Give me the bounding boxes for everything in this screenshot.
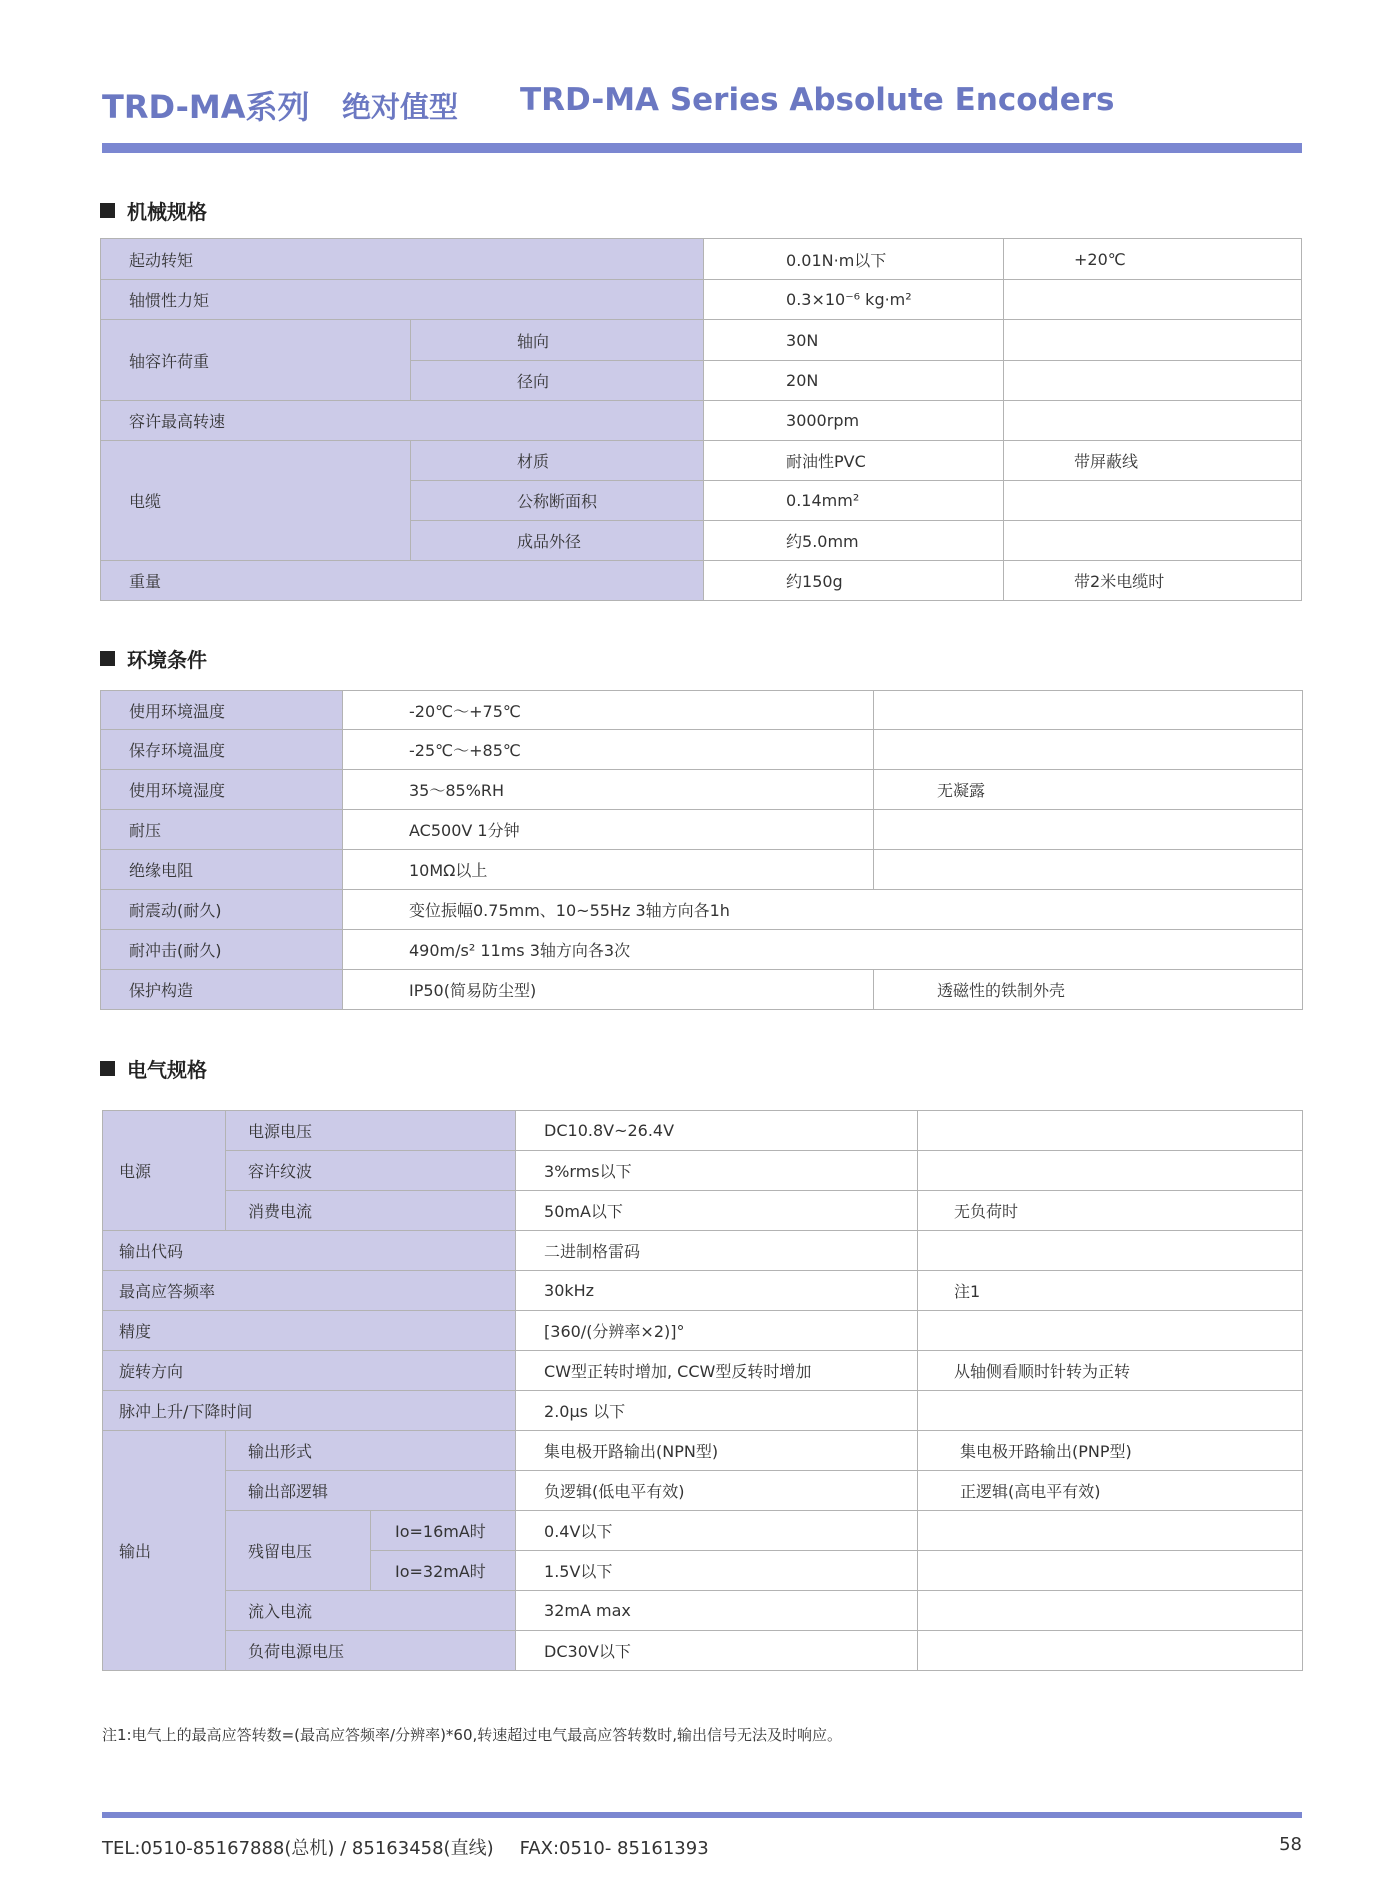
table-row [101,239,1302,280]
spec-sublabel: 负荷电源电压 [226,1631,516,1671]
spec-value: 0.3×10⁻⁶ kg·m² [704,280,1004,320]
spec-note: 注1 [918,1271,1303,1311]
table-row [101,970,1303,1010]
spec-note: 带屏蔽线 [1004,441,1302,481]
spec-value: 30kHz [516,1271,918,1311]
spec-sublabel: 流入电流 [226,1591,516,1631]
table-row [103,1471,1303,1511]
mechanical-spec-table [100,238,1302,601]
spec-note [918,1391,1303,1431]
spec-note: 从轴侧看顺时针转为正转 [918,1351,1303,1391]
square-bullet-icon [100,203,115,218]
spec-label: 耐震动(耐久) [101,890,343,930]
spec-value: CW型正转时增加, CCW型反转时增加 [516,1351,918,1391]
spec-condition: Io=16mA时 [371,1511,516,1551]
spec-label: 精度 [103,1311,516,1351]
spec-value: 3000rpm [704,401,1004,441]
electrical-section-heading: 电气规格 [100,1052,207,1084]
spec-label: 使用环境湿度 [101,770,343,810]
spec-label: 旋转方向 [103,1351,516,1391]
table-row [101,401,1302,441]
table-row [101,890,1303,930]
table-row [103,1311,1303,1351]
spec-value: 30N [704,320,1004,361]
spec-label: 使用环境温度 [101,691,343,730]
spec-value: 0.4V以下 [516,1511,918,1551]
spec-note [1004,320,1302,361]
spec-note [1004,361,1302,401]
spec-note: +20℃ [1004,239,1302,280]
table-row [101,441,1302,481]
spec-label: 电源 [103,1111,226,1231]
spec-value: 0.01N·m以下 [704,239,1004,280]
table-row [101,280,1302,320]
spec-label: 耐压 [101,810,343,850]
spec-note: 正逻辑(高电平有效) [918,1471,1303,1511]
spec-note [1004,401,1302,441]
environment-spec-table [100,690,1303,1010]
spec-note [918,1591,1303,1631]
square-bullet-icon [100,651,115,666]
spec-value: 2.0μs 以下 [516,1391,918,1431]
table-row [101,561,1302,601]
table-row [103,1351,1303,1391]
spec-sublabel: 径向 [411,361,704,401]
spec-note [874,730,1303,770]
table-row [101,930,1303,970]
header-divider [102,143,1302,153]
spec-label: 电缆 [101,441,411,561]
table-row [103,1631,1303,1671]
table-row [103,1391,1303,1431]
spec-value: 35～85%RH [343,770,874,810]
spec-sublabel: 材质 [411,441,704,481]
spec-sublabel: 残留电压 [226,1511,371,1591]
table-row [101,320,1302,361]
series-title-en: TRD-MA Series Absolute Encoders [520,82,1115,118]
spec-value: 负逻辑(低电平有效) [516,1471,918,1511]
contact-info [102,1834,709,1860]
spec-sublabel: 公称断面积 [411,481,704,521]
spec-value: 集电极开路输出(NPN型) [516,1431,918,1471]
spec-note: 带2米电缆时 [1004,561,1302,601]
spec-value: 10MΩ以上 [343,850,874,890]
table-row [103,1431,1303,1471]
spec-note: 集电极开路输出(PNP型) [918,1431,1303,1471]
spec-label: 轴惯性力矩 [101,280,704,320]
spec-value: 耐油性PVC [704,441,1004,481]
spec-label: 脉冲上升/下降时间 [103,1391,516,1431]
spec-value: 二进制格雷码 [516,1231,918,1271]
spec-value: 0.14mm² [704,481,1004,521]
spec-value: -20℃～+75℃ [343,691,874,730]
spec-label: 输出 [103,1431,226,1671]
spec-label: 重量 [101,561,704,601]
series-title-cn: TRD-MA系列 [102,88,310,126]
spec-sublabel: 输出形式 [226,1431,516,1471]
spec-note [1004,280,1302,320]
spec-sublabel: 轴向 [411,320,704,361]
spec-sublabel: 电源电压 [226,1111,516,1151]
table-row [101,810,1303,850]
spec-value: -25℃～+85℃ [343,730,874,770]
spec-value: [360/(分辨率×2)]° [516,1311,918,1351]
telephone: TEL:0510-85167888(总机) / 85163458(直线) [102,1838,494,1859]
table-row [103,1511,1303,1551]
environment-section-heading: 环境条件 [100,642,207,674]
spec-note [918,1311,1303,1351]
spec-label: 保护构造 [101,970,343,1010]
spec-value: 1.5V以下 [516,1551,918,1591]
spec-label: 最高应答频率 [103,1271,516,1311]
spec-note: 无凝露 [874,770,1303,810]
square-bullet-icon [100,1061,115,1076]
spec-value: AC500V 1分钟 [343,810,874,850]
spec-value: 3%rms以下 [516,1151,918,1191]
spec-value: 490m/s² 11ms 3轴方向各3次 [343,930,1303,970]
spec-note [918,1551,1303,1591]
electrical-spec-table [102,1110,1303,1671]
spec-note [918,1111,1303,1151]
spec-label: 轴容许荷重 [101,320,411,401]
page-header [102,82,1302,132]
fax-number: FAX:0510- 85161393 [519,1838,709,1859]
table-row [103,1271,1303,1311]
table-row [103,1191,1303,1231]
footnote: 注1:电气上的最高应答转数=(最高应答频率/分辨率)*60,转速超过电气最高应答转数时,输出信号无法及时响应。 [102,1726,843,1744]
footer-divider [102,1812,1302,1818]
spec-value: DC10.8V~26.4V [516,1111,918,1151]
table-row [103,1591,1303,1631]
spec-sublabel: 容许纹波 [226,1151,516,1191]
spec-label: 保存环境温度 [101,730,343,770]
spec-value: 约5.0mm [704,521,1004,561]
spec-note: 无负荷时 [918,1191,1303,1231]
spec-value: IP50(简易防尘型) [343,970,874,1010]
spec-note [874,810,1303,850]
table-row [103,1111,1303,1151]
page-number: 58 [1279,1834,1302,1855]
spec-value: 50mA以下 [516,1191,918,1231]
spec-note [918,1151,1303,1191]
spec-label: 耐冲击(耐久) [101,930,343,970]
spec-label: 输出代码 [103,1231,516,1271]
spec-label: 绝缘电阻 [101,850,343,890]
spec-condition: Io=32mA时 [371,1551,516,1591]
spec-note [1004,481,1302,521]
mechanical-section-heading: 机械规格 [100,194,207,226]
table-row [101,770,1303,810]
spec-note [918,1231,1303,1271]
spec-value: 32mA max [516,1591,918,1631]
spec-label: 起动转矩 [101,239,704,280]
spec-sublabel: 输出部逻辑 [226,1471,516,1511]
spec-value: 约150g [704,561,1004,601]
spec-note [874,691,1303,730]
table-row [101,850,1303,890]
spec-note [918,1631,1303,1671]
spec-note [918,1511,1303,1551]
table-row [103,1231,1303,1271]
table-row [101,730,1303,770]
table-row [101,691,1303,730]
type-title-cn: 绝对值型 [342,90,459,124]
spec-value: DC30V以下 [516,1631,918,1671]
spec-value: 20N [704,361,1004,401]
spec-note: 透磁性的铁制外壳 [874,970,1303,1010]
spec-note [1004,521,1302,561]
spec-note [874,850,1303,890]
spec-value: 变位振幅0.75mm、10~55Hz 3轴方向各1h [343,890,1303,930]
spec-sublabel: 消费电流 [226,1191,516,1231]
spec-label: 容许最高转速 [101,401,704,441]
spec-sublabel: 成品外径 [411,521,704,561]
table-row [103,1151,1303,1191]
